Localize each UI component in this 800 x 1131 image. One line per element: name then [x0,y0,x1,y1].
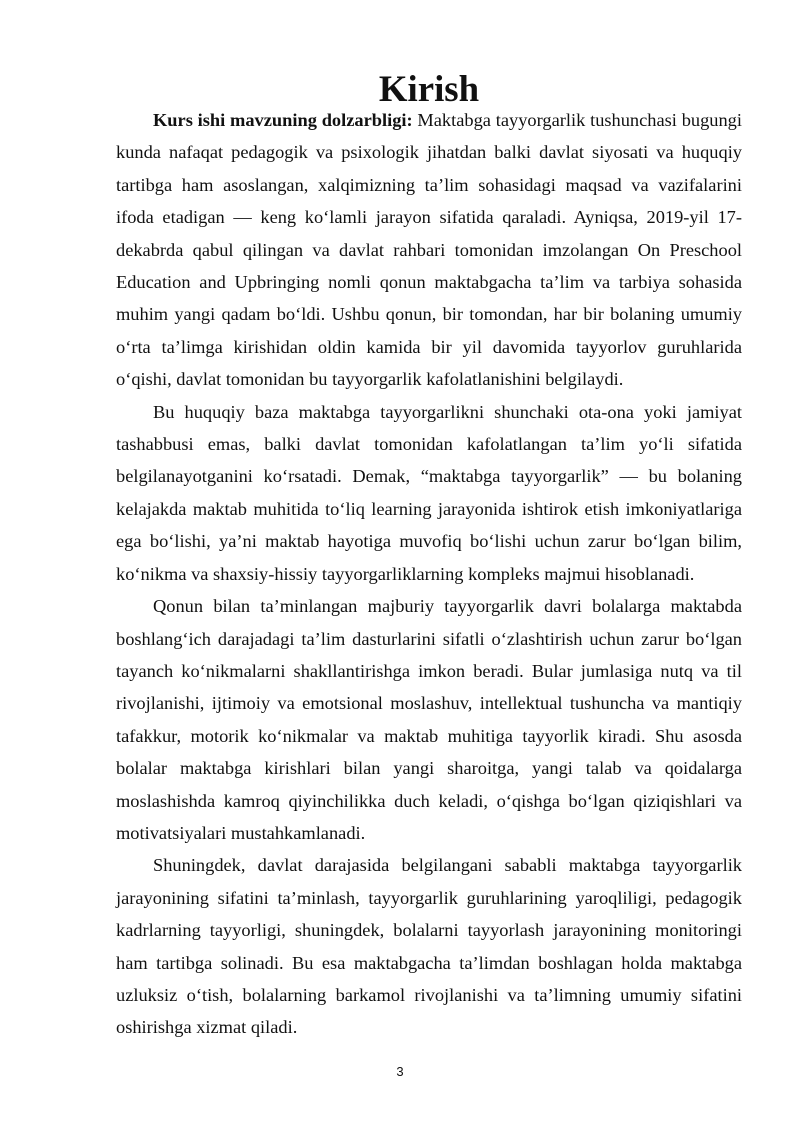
section-heading: Kirish [378,68,480,109]
paragraph-2 [116,396,742,590]
paragraph-1 [116,104,742,396]
paragraph-3 [116,590,742,849]
page-number: 3 [396,1064,404,1079]
page-content [116,68,742,1044]
paragraph-4 [116,849,742,1043]
paragraph-text: Shuningdek, davlat darajasida belgilangani sababli maktabga tayyorgarlik jarayonining sifatini ta’minlash, tayyorgarlik guruhlarining yaroqliligi, pedagogik kadrlarning tayyorligi, shuningdek, bolalarni tayyorlash jarayonining monitoringi ham tartibga solinadi. Bu esa maktabgacha ta’limdan boshlagan holda maktabga uzluksiz o‘tish, bolalarning barkamol rivojlanishi va ta’limning umumiy sifatini oshirishga xizmat qiladi. [116,855,742,1038]
paragraph-text: Bu huquqiy baza maktabga tayyorgarlikni shunchaki ota-ona yoki jamiyat tashabbusi emas, balki davlat tomonidan kafolatlangan ta’lim yo‘li sifatida belgilanayotganini ko‘rsatadi. Demak, “maktabga tayyorgarlik” — bu bolaning kelajakda maktab muhitida to‘liq learning jarayonida ishtirok etish imkoniyatlariga ega bo‘lishi, ya’ni maktab hayotiga muvofiq bo‘lishi uchun zarur bo‘lgan bilim, ko‘nikma va shaxsiy-hissiy tayyorgarliklarning kompleks majmui hisoblanadi. [116,401,742,584]
paragraph-text: Qonun bilan ta’minlangan majburiy tayyorgarlik davri bolalarga maktabda boshlang‘ich darajadagi ta’lim dasturlarini sifatli o‘zlashtirish uchun zarur bo‘lgan tayanch ko‘nikmalarni shakllantirishga imkon beradi. Bular jumlasiga nutq va til rivojlanishi, ijtimoiy va emotsional moslashuv, intellektual tushuncha va mantiqiy tafakkur, motorik ko‘nikmalar va maktab muhitiga tayyorlik kiradi. Shu asosda bolalar maktabga kirishlari bilan yangi sharoitga, yangi talab va qoidalarga moslashishda kamroq qiyinchilikka duch keladi, o‘qishga bo‘lgan qiziqishlari va motivatsiyalari mustahkamlanadi. [116,596,742,843]
paragraph-lead: Kurs ishi mavzuning dolzarbligi: [153,110,413,130]
paragraph-text: Maktabga tayyorgarlik tushunchasi bugungi kunda nafaqat pedagogik va psixologik jihatdan balki davlat siyosati va huquqiy tartibga ham asoslangan, xalqimizning ta’lim sohasidagi maqsad va vazifalarini ifoda etadigan — keng ko‘lamli jarayon sifatida qaraladi. Ayniqsa, 2019-yil 17-dekabrda qabul qilingan va davlat rahbari tomonidan imzolangan On Preschool Education and Upbringing nomli qonun maktabgacha ta’lim va tarbiya sohasida muhim yangi qadam bo‘ldi. Ushbu qonun, bir tomondan, har bir bolaning umumiy o‘rta ta’limga kirishidan oldin kamida bir yil davomida tayyorlov guruhlarida o‘qishi, davlat tomonidan bu tayyorgarlik kafolatlanishini belgilaydi. [116,110,742,390]
